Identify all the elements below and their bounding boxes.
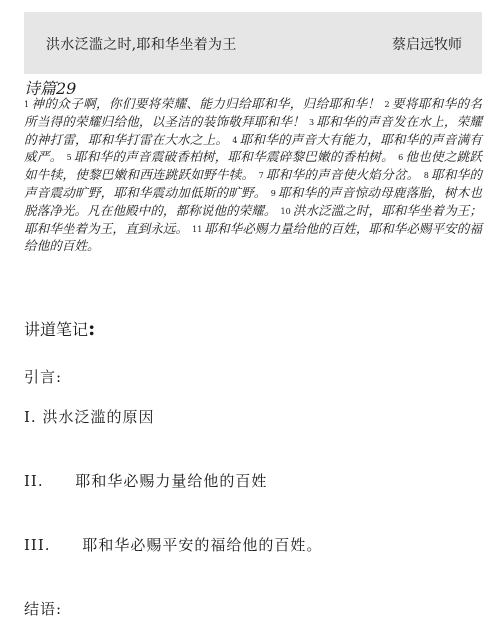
outline-text: 洪水泛滥的原因 bbox=[42, 408, 155, 426]
verse-text: 耶和华的声音大有能力，耶和华的声音满有威严。 bbox=[24, 131, 483, 165]
pastor-name: 蔡启远牧师 bbox=[392, 37, 462, 53]
verse bbox=[24, 96, 380, 111]
introduction-heading: 引言: bbox=[24, 368, 63, 386]
verse-number: 8 bbox=[423, 171, 429, 181]
verse-text: 要将耶和华的名所当得的荣耀归给他，以圣洁的装饰敬拜耶和华！ bbox=[24, 96, 482, 129]
verse-text: 耶和华必赐力量给他的百姓，耶和华必赐平安的福给他的百姓。 bbox=[24, 220, 483, 254]
outline-numeral: III. bbox=[24, 536, 51, 554]
verse-number: 6 bbox=[398, 153, 404, 163]
outline-point bbox=[24, 534, 322, 555]
verse-text: 耶和华的声音发在水上，荣耀的神打雷，耶和华打雷在大水之上。 bbox=[24, 113, 483, 147]
outline-text: 耶和华必赐力量给他的百姓 bbox=[75, 472, 268, 490]
sermon-notes-colon: : bbox=[88, 316, 96, 340]
verse-text: 神的众子啊，你们要将荣耀、能力归给耶和华，归给耶和华！ bbox=[31, 96, 381, 111]
conclusion-heading: 结语: bbox=[24, 600, 63, 618]
verse-text: 耶和华的声音震动旷野，耶和华震动加低斯的旷野。 bbox=[24, 167, 483, 200]
sermon-notes-label: 讲道笔记 bbox=[24, 320, 89, 339]
sermon-header bbox=[24, 12, 482, 74]
outline-text: 耶和华必赐平安的福给他的百姓。 bbox=[82, 536, 323, 554]
verse-number: 5 bbox=[66, 153, 72, 163]
verse-number: 1 bbox=[24, 100, 30, 109]
outline-numeral: I. bbox=[24, 408, 37, 426]
scripture-passage bbox=[24, 96, 482, 255]
verse-text: 他也使之跳跃如牛犊，使黎巴嫩和西连跳跃如野牛犊。 bbox=[24, 149, 483, 183]
psalm-title: 诗篇29 bbox=[24, 79, 77, 98]
verse-number: 2 bbox=[384, 100, 390, 109]
verse-number: 4 bbox=[232, 135, 238, 145]
outline-point bbox=[24, 470, 267, 491]
verse-text: 耶和华的声音使火焰分岔。 bbox=[265, 167, 420, 183]
sermon-notes-heading bbox=[24, 316, 95, 340]
verse-number: 7 bbox=[258, 171, 264, 181]
verse bbox=[67, 149, 394, 164]
sermon-title: 洪水泛滥之时,耶和华坐着为王 bbox=[46, 37, 237, 53]
verse-number: 9 bbox=[270, 188, 276, 198]
verse-text: 洪水泛滥之时，耶和华坐着为王；耶和华坐着为王，直到永远。 bbox=[24, 202, 483, 236]
verse-text: 耶和华的声音震破香柏树，耶和华震碎黎巴嫩的香柏树。 bbox=[73, 149, 394, 165]
verse-number: 11 bbox=[192, 224, 203, 234]
outline-numeral: II. bbox=[24, 472, 44, 490]
outline-point bbox=[24, 406, 155, 427]
verse-text: 耶和华的声音惊动母鹿落胎，树木也脱落净光。凡在他殿中的，都称说他的荣耀。 bbox=[24, 184, 483, 218]
verse-number: 10 bbox=[280, 206, 291, 216]
verse bbox=[259, 167, 420, 182]
verse-number: 3 bbox=[308, 117, 315, 127]
